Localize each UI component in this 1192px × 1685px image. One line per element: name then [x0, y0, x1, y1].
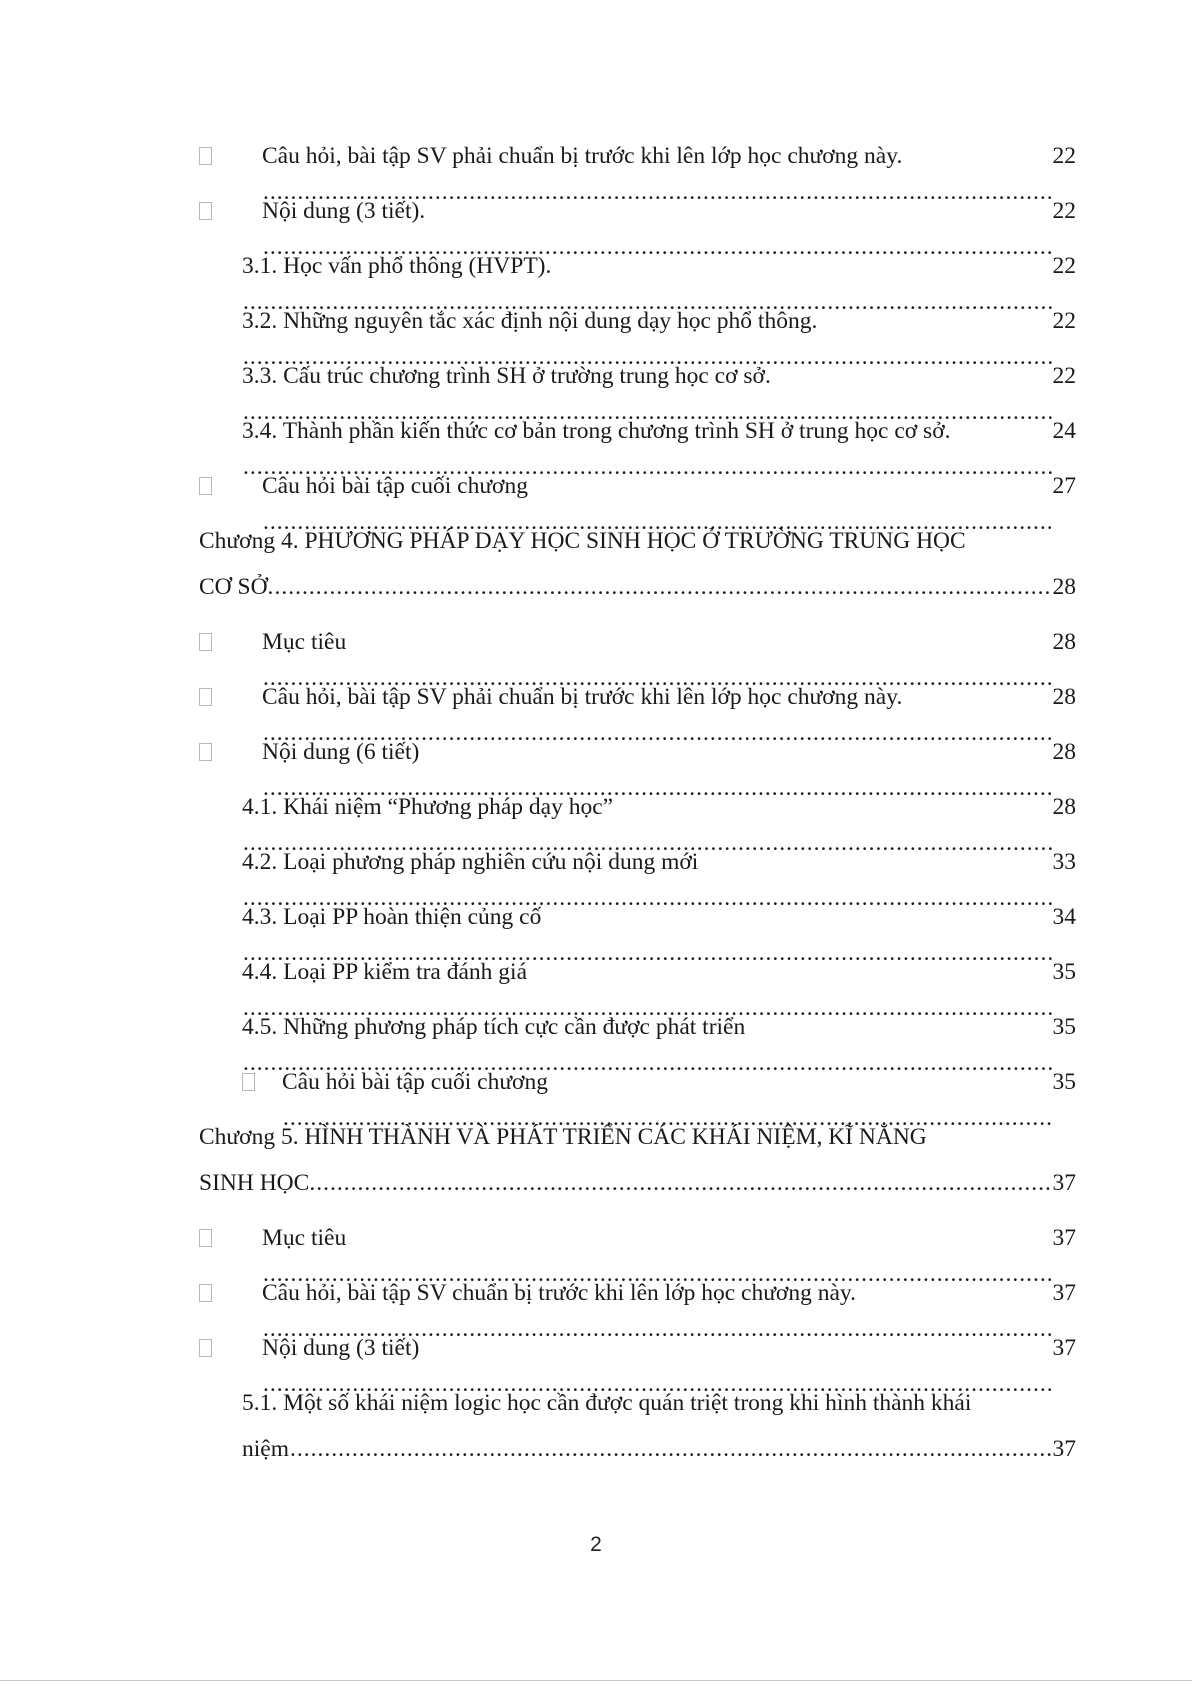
toc-entry[interactable] [199, 468, 1076, 523]
toc-entry-label: Câu hỏi, bài tập SV phải chuẩn bị trước khi lên lớp học chương này. [262, 684, 903, 710]
toc-page-number: 22 [1052, 198, 1076, 224]
toc-entry-label: Câu hỏi bài tập cuối chương [262, 473, 528, 499]
toc-entry[interactable] [199, 734, 1076, 789]
toc-entry-label: Câu hỏi bài tập cuối chương [282, 1069, 548, 1095]
toc-page-number: 22 [1052, 143, 1076, 169]
toc-entry[interactable] [199, 1009, 1076, 1064]
toc-page-number: 34 [1052, 904, 1076, 930]
toc-entry-label: 4.2. Loại phương pháp nghiên cứu nội dung mới [242, 849, 699, 875]
toc-entry[interactable] [199, 248, 1076, 303]
toc-entry[interactable] [199, 1220, 1076, 1275]
page-bottom-border [0, 1680, 1192, 1681]
checkbox-bullet-icon [199, 477, 212, 495]
toc-page-number: 28 [1052, 574, 1076, 600]
dot-leader [274, 569, 1051, 605]
toc-page-number: 28 [1052, 794, 1076, 820]
toc-entry-label: 4.4. Loại PP kiểm tra đánh giá [242, 959, 527, 985]
checkbox-bullet-icon [199, 1284, 212, 1302]
toc-page-number: 37 [1052, 1225, 1076, 1251]
checkbox-bullet-icon [199, 202, 212, 220]
toc-chapter-title: Chương 5. HÌNH THÀNH VÀ PHÁT TRIỂN CÁC KHÁI NIỆM, KĨ NĂNG [199, 1124, 927, 1150]
table-of-contents [199, 138, 1076, 1486]
toc-entry-label: Câu hỏi, bài tập SV chuẩn bị trước khi lên lớp học chương này. [262, 1280, 857, 1306]
toc-entry[interactable] [199, 1330, 1076, 1385]
toc-page-number: 37 [1052, 1170, 1076, 1196]
toc-entry[interactable] [199, 789, 1076, 844]
toc-entry[interactable] [199, 624, 1076, 679]
toc-entry-label: Mục tiêu [262, 629, 347, 655]
toc-entry-label: 3.1. Học vấn phổ thông (HVPT). [242, 253, 552, 279]
toc-entry-label: 3.3. Cấu trúc chương trình SH ở trường trung học cơ sở. [242, 363, 771, 389]
dot-leader [290, 1431, 1052, 1467]
toc-entry[interactable] [199, 303, 1076, 358]
toc-page-number: 22 [1052, 363, 1076, 389]
toc-entry-label: Nội dung (3 tiết). [262, 198, 426, 224]
toc-entry-label-continued: niệm [242, 1436, 289, 1462]
toc-page-number: 37 [1052, 1436, 1076, 1462]
toc-entry[interactable] [199, 679, 1076, 734]
toc-entry[interactable] [199, 358, 1076, 413]
toc-entry-label: 4.5. Những phương pháp tích cực cần được phát triển [242, 1014, 746, 1040]
toc-page-number: 27 [1052, 473, 1076, 499]
toc-entry-label: Nội dung (3 tiết) [262, 1335, 420, 1361]
toc-chapter-title: Chương 4. PHƯƠNG PHÁP DẠY HỌC SINH HỌC Ở TRƯỜNG TRUNG HỌC [199, 528, 966, 554]
checkbox-bullet-icon [199, 1229, 212, 1247]
toc-chapter-entry[interactable] [199, 1119, 1076, 1220]
toc-entry[interactable] [199, 1275, 1076, 1330]
checkbox-bullet-icon [199, 743, 212, 761]
toc-page-number: 35 [1052, 959, 1076, 985]
toc-page-number: 28 [1052, 629, 1076, 655]
toc-page-number: 28 [1052, 684, 1076, 710]
toc-page-number: 35 [1052, 1014, 1076, 1040]
toc-entry[interactable] [199, 954, 1076, 1009]
toc-entry[interactable] [199, 413, 1076, 468]
toc-chapter-entry[interactable] [199, 523, 1076, 624]
toc-page-number: 22 [1052, 308, 1076, 334]
toc-entry-label: 5.1. Một số khái niệm logic học cần được quán triệt trong khi hình thành khái [242, 1390, 972, 1416]
toc-entry[interactable] [199, 193, 1076, 248]
toc-entry-label: 4.1. Khái niệm “Phương pháp dạy học” [242, 794, 614, 820]
checkbox-bullet-icon [199, 633, 212, 651]
checkbox-bullet-icon [199, 147, 212, 165]
toc-page-number: 33 [1052, 849, 1076, 875]
toc-page-number: 37 [1052, 1280, 1076, 1306]
toc-entry[interactable] [199, 844, 1076, 899]
toc-page-number: 28 [1052, 739, 1076, 765]
checkbox-bullet-icon [199, 688, 212, 706]
toc-chapter-title-continued: SINH HỌC. [199, 1170, 316, 1196]
checkbox-bullet-icon [242, 1073, 255, 1091]
toc-entry-label: 4.3. Loại PP hoàn thiện củng cố [242, 904, 542, 930]
toc-entry-label: 3.4. Thành phần kiến thức cơ bản trong chương trình SH ở trung học cơ sở. [242, 418, 951, 444]
toc-page-number: 35 [1052, 1069, 1076, 1095]
toc-entry-label: Nội dung (6 tiết) [262, 739, 420, 765]
toc-entry-label: Mục tiêu [262, 1225, 347, 1251]
dot-leader [316, 1165, 1051, 1201]
toc-entry[interactable] [199, 1385, 1076, 1486]
page-number: 2 [590, 1533, 602, 1556]
toc-page-number: 22 [1052, 253, 1076, 279]
toc-entry[interactable] [199, 899, 1076, 954]
toc-entry-label: 3.2. Những nguyên tắc xác định nội dung dạy học phổ thông. [242, 308, 818, 334]
toc-chapter-title-continued: CƠ SỞ. [199, 574, 274, 600]
toc-page-number: 24 [1052, 418, 1076, 444]
checkbox-bullet-icon [199, 1339, 212, 1357]
toc-page-number: 37 [1052, 1335, 1076, 1361]
toc-entry[interactable] [199, 138, 1076, 193]
toc-entry[interactable] [199, 1064, 1076, 1119]
toc-entry-label: Câu hỏi, bài tập SV phải chuẩn bị trước khi lên lớp học chương này. [262, 143, 903, 169]
